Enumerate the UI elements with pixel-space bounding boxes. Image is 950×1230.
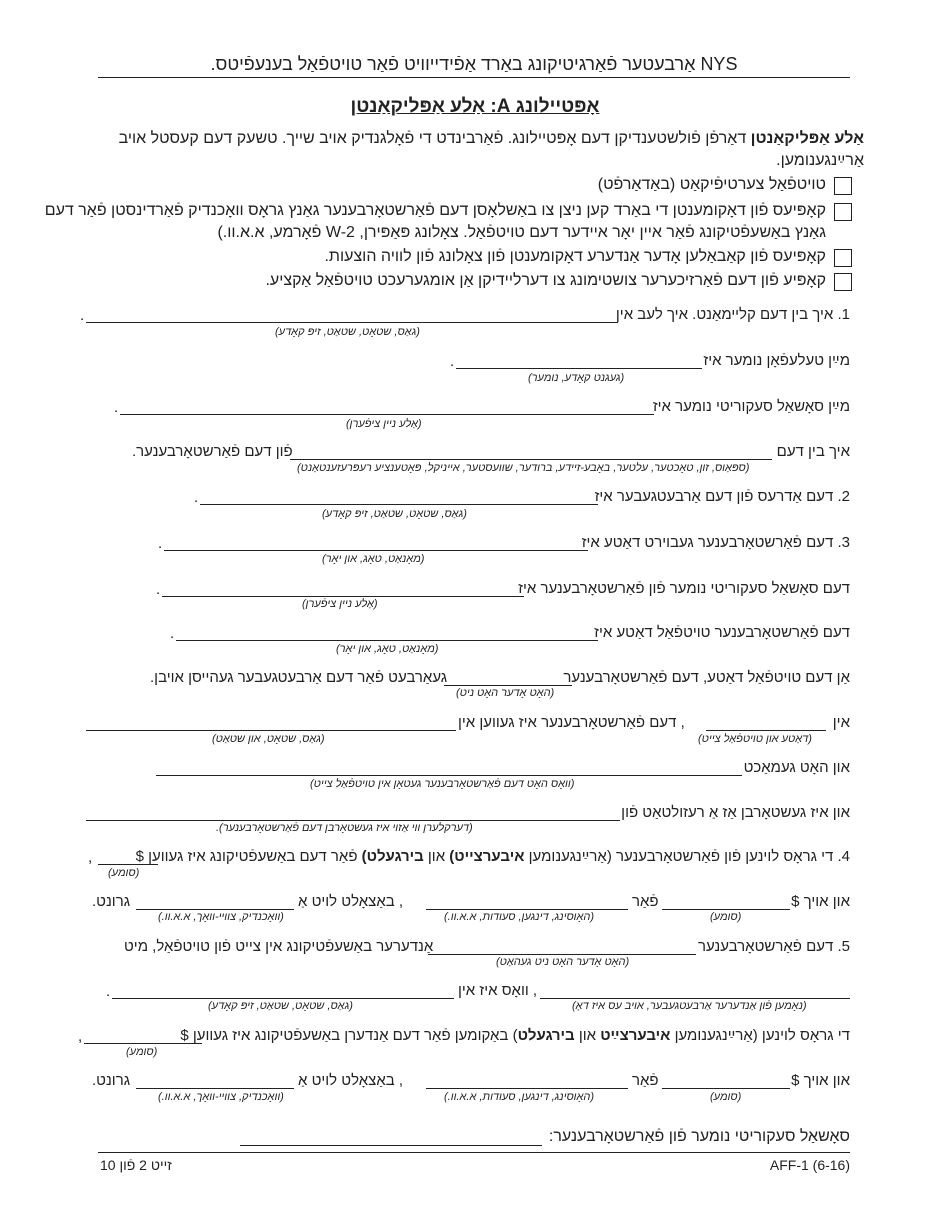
ssn-label: מײַן סאָשאַל סעקוריטי נומער איז [652, 398, 850, 415]
wages2-hint-1: (סומע) [710, 1091, 742, 1103]
other-extra-frequency-field[interactable] [136, 1088, 294, 1089]
checkbox-funeral-receipts[interactable] [834, 249, 852, 267]
other-employer-hint-a: (נאָמען פֿון אַנדערער אַרבעטגעבער, אויב עס איז דאָ) [572, 1000, 807, 1012]
other-wages-hint: (סומע) [126, 1046, 158, 1058]
q1-hint: (גאַס, שטאָט, שטאַט, זיפּ קאָדע) [275, 326, 420, 338]
cause-field[interactable] [86, 820, 620, 821]
wages1-hint-2: (האָוסינג, דינגען, סעודות, א.א.וו.) [444, 911, 595, 923]
employer-address-field[interactable] [200, 504, 598, 505]
checkbox-wage-documents[interactable] [834, 203, 852, 221]
section-title: אָפּטיילונג A: אַלע אַפּליקאַנטן [350, 96, 600, 117]
relation-hint: (ספּאַוס, זון, טאָכטער, עלטער, באָבע-זיידע, ברודער, שוועסטער, אייניקל, פּאָטענציע רעפּרעזענטאַנט) [297, 462, 750, 474]
other-extra-type-field[interactable] [426, 1088, 628, 1089]
checkbox-insurer-consent[interactable] [834, 273, 852, 291]
q2-hint: (גאַס, שטאָט, שטאַט, זיפּ קאָדע) [322, 508, 467, 520]
wages2-label-2: פֿאַר [632, 1072, 659, 1089]
extra-type-field[interactable] [426, 909, 628, 910]
checkbox-row-funeral-receipts [32, 246, 852, 268]
checkbox-label: טויטפֿאַל צערטיפֿיקאַט (באַדאַרפֿט) [597, 176, 826, 193]
wages1-label-3: , באַצאָלט לויט אַ [298, 893, 404, 910]
other-wages-label: די גראָס לוינען (אַרײַנגענומען איבערצײַט און בירגעלט) באַקומען פֿאַר דעם אַנדערן באַשעפֿטיקונג איז געווען $ [180, 1027, 850, 1044]
checkbox-row-insurer-consent [32, 270, 852, 292]
intro-text: דאַרפֿן פֿולשטענדיקן דעם אָפּטיילונג. פֿאַרבינדט די פֿאָלגנדיק אויב שייך. טשעק דעם קעסטל אויב אַרײַנגענומען. [118, 130, 864, 169]
phone-label: מײַן טעלעפֿאָן נומער איז [703, 352, 850, 369]
wages2-label-3: , באַצאָלט לויט אַ [298, 1072, 404, 1089]
other-employer-hint-b: (גאַס, שטאָט, שטאַט, זיפּ קאָדע) [208, 1000, 353, 1012]
checkbox-label: קאָפּיעס פֿון קאַבאַלען אָדער אַנדערע דאָקומענטן פֿון צאָלונג פֿון לוויה הוצעות. [324, 248, 826, 265]
wages1-hint-3: (וואָכנדיק, צווײ-וואָך, א.א.וו.) [158, 911, 284, 923]
death-location-field[interactable] [86, 730, 456, 731]
header-rule [98, 77, 850, 78]
q1-label: 1. איך בין דעם קלײמאַנט. איך לעב אין [615, 306, 850, 323]
phone-hint: (געגנט קאָדע, נומער) [528, 372, 625, 384]
wages2-label-1: און אויך $ [791, 1072, 850, 1089]
death-date-hint: (מאָנאַט, טאָג, און יאָר) [336, 643, 439, 655]
wages1-label-4: גרונט. [92, 893, 131, 910]
worked-label-b: געאַרבעט פֿאַר דעם אַרבעטגעבער געהייסן אויבן. [150, 669, 448, 686]
checkbox-row-wage-documents [32, 200, 852, 244]
decedent-ssn-field[interactable] [162, 596, 524, 597]
wages-amount-field[interactable] [98, 864, 158, 865]
q2-label: 2. דעם אַדרעס פֿון דעם אַרבעטגעבער איז [594, 488, 850, 505]
death-date-label: דעם פֿאַרשטאָרבענער טויטפֿאַל דאַטע איז [594, 624, 850, 641]
checkbox-label: קאָפּיע פֿון דעם פֿאַרזיכערער צושטימונג צו דערליידיקן אַן אומגערעכט טויטפֿאַל אַקציע. [265, 272, 826, 289]
intro-paragraph [44, 128, 864, 172]
extra-amount-field[interactable] [662, 909, 790, 910]
other-employer-name-field[interactable] [540, 998, 850, 999]
wages2-hint-3: (וואָכנדיק, צווײ-וואָך, א.א.וו.) [158, 1091, 284, 1103]
where-hint-a: (דאַטע און טויטפֿאַל צייט) [698, 733, 812, 745]
q3-hint: (מאָנאַט, טאָג, און יאָר) [322, 553, 425, 565]
other-wages-amount-field[interactable] [84, 1043, 202, 1044]
wages2-label-4: גרונט. [92, 1072, 131, 1089]
checkbox-row-certificate [32, 174, 852, 196]
intro-bold: אַלע אַפּליקאַנטן [750, 130, 864, 147]
q5-label-b: אַנדערער באַשעפֿטיקונג אין צייט פֿון טויטפֿאַל, מיט [124, 938, 434, 955]
wages1-label-1: און אויך $ [791, 893, 850, 910]
where-hint-b: (גאַס, שטאָט, און שטאַט) [212, 733, 325, 745]
other-extra-amount-field[interactable] [662, 1088, 790, 1089]
footer-rule [98, 1152, 850, 1153]
worked-field[interactable] [444, 685, 572, 686]
death-datetime-field[interactable] [706, 730, 826, 731]
q5-label-a: 5. דעם פֿאַרשטאָרבענער [697, 938, 850, 955]
q1-address-field[interactable] [86, 322, 618, 323]
relation-label-a: איך בין דעם [776, 443, 850, 460]
wages2-hint-2: (האָוסינג, דינגען, סעודות, א.א.וו.) [444, 1091, 595, 1103]
decedent-ssn-label: דעם סאָשאַל סעקוריטי נומער פֿון פֿאַרשטאָרבענער איז [518, 580, 850, 597]
q4-hint: (סומע) [108, 867, 140, 879]
footer-ssn-label: סאָשאַל סעקוריטי נומער פֿון פֿאַרשטאָרבענער: [548, 1128, 850, 1145]
other-employment-field[interactable] [428, 954, 696, 955]
ssn-hint: (אַלע ניין ציפֿערן) [346, 418, 422, 430]
checkbox-label: קאָפּיעס פֿון דאָקומענטן די באַרד קען ניצן צו באַשלאָסן דעם פֿאַרשטאָרבענער גאַנץ גראָס וואָכנדיק פֿאַרדינסטן פֿאַר דעם גאַנץ באַשעפֿטיקונג פֿאַר איין יאָר איידער דעם טויטפֿאַל. צאָלונג פּאַפּירן, W-2 פֿאָרמע, א.א.וו.) [44, 202, 826, 241]
q3-label: 3. דעם פֿאַרשטאָרבענער געבוירט דאַטע איז [581, 534, 850, 551]
worked-label-a: אַן דעם טויטפֿאַל דאַטע, דעם פֿאַרשטאָרבענער [563, 669, 850, 686]
other-employer-address-field[interactable] [112, 998, 454, 999]
worked-hint: (האָט אָדער האָט ניט) [456, 687, 555, 699]
injured-label: און איז געשטאָרבן אַז אַ רעזולטאַט פֿון [621, 804, 850, 821]
doing-hint: (וואָס האָט דעם פֿאַרשטאָרבענער געטאָן אין טויטפֿאַל צייט) [310, 778, 575, 790]
extra-frequency-field[interactable] [136, 909, 294, 910]
where-label-a: אין [832, 714, 850, 731]
relationship-field[interactable] [290, 459, 772, 460]
decedent-ssn-hint: (אַלע ניין ציפֿערן) [302, 598, 378, 610]
phone-field[interactable] [456, 368, 702, 369]
page-number: זייט 2 פֿון 10 [100, 1157, 172, 1173]
q4-label: 4. די גראָס לוינען פֿון פֿאַרשטאָרבענער (אַרײַנגענומען איבערצייט) און בירגעלט) פֿאַר דעם באַשעפֿטיקונג איז געווען $ [135, 848, 850, 865]
ssn-field[interactable] [120, 414, 654, 415]
other-employer-label: , וואָס איז אין [458, 982, 538, 999]
doing-label: און האָט געמאַכט [743, 759, 850, 776]
death-date-field[interactable] [176, 640, 598, 641]
footer-ssn-field[interactable] [240, 1145, 542, 1146]
checkbox-certificate[interactable] [834, 177, 852, 195]
document-header: NYS אַרבעטער פֿאַרגיטיקונג באַרד אַפֿידייוויט פֿאַר טויטפֿאַל בענעפֿיטס. [210, 54, 738, 74]
birth-date-field[interactable] [164, 550, 588, 551]
wages1-label-2: פֿאַר [632, 893, 659, 910]
where-label-b: , דעם פֿאַרשטאָרבענער איז געווען אין [458, 714, 685, 731]
form-id: AFF-1 (6-16) [769, 1157, 850, 1173]
activity-field[interactable] [156, 775, 742, 776]
wages1-hint-1: (סומע) [710, 911, 742, 923]
q5-hint: (האָט אָדער האָט ניט געהאַט) [496, 956, 630, 968]
injured-hint: (דערקלערן ווי אַזוי איז געשטאָרבן דעם פֿאַרשטאָרבענער). [216, 822, 473, 834]
relation-label-b: פֿון דעם פֿאַרשטאָרבענער. [132, 443, 293, 460]
